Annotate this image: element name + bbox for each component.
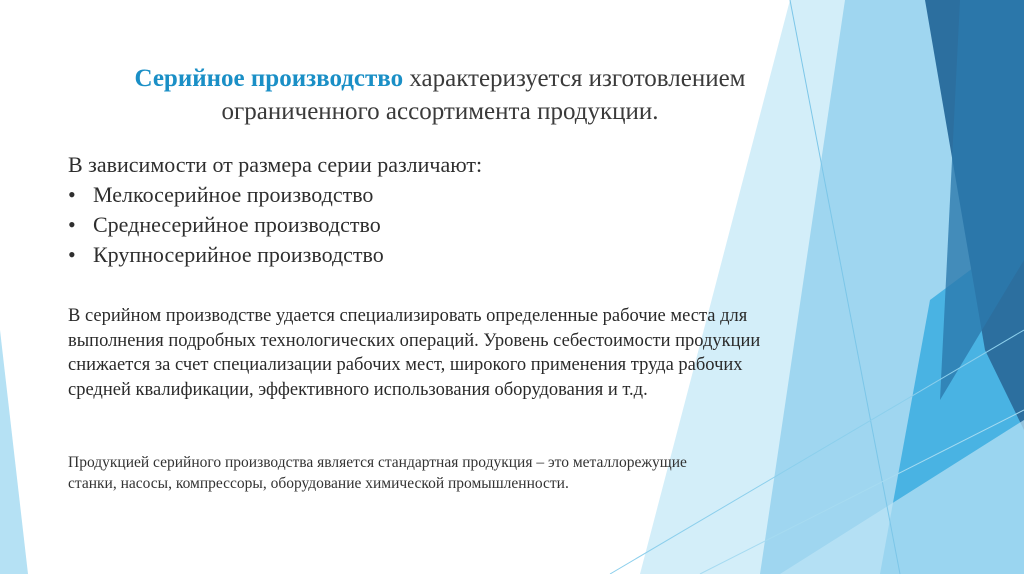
bullet-list: [68, 180, 384, 270]
bullet-text: Крупносерийное производство: [93, 242, 384, 267]
bullet-icon: •: [68, 212, 76, 237]
bullet-icon: •: [68, 182, 76, 207]
title-rest: характеризуется изготовлением ограниченного ассортимента продукции.: [221, 65, 746, 125]
list-item: [68, 240, 384, 270]
paragraph-products: Продукцией серийного производства является стандартная продукция – это металлорежущие станки, насосы, компрессоры, оборудование химической промышленности.: [68, 454, 687, 492]
list-item: [68, 180, 384, 210]
slide-title: [60, 62, 820, 128]
bullet-icon: •: [68, 242, 76, 267]
list-item: [68, 210, 384, 240]
intro-text: В зависимости от размера серии различают:: [68, 152, 483, 177]
bullet-text: Среднесерийное производство: [93, 212, 381, 237]
paragraph-specialization: В серийном производстве удается специализировать определенные рабочие места для выполнения подробных технологических операций. Уровень себестоимости продукции снижается за счет специализации рабочих мест, широкого применения труда рабочих средней квалификации, эффективного использования оборудования и т.д.: [68, 306, 761, 400]
bullet-text: Мелкосерийное производство: [93, 182, 374, 207]
title-highlight: Серийное производство: [134, 65, 404, 92]
